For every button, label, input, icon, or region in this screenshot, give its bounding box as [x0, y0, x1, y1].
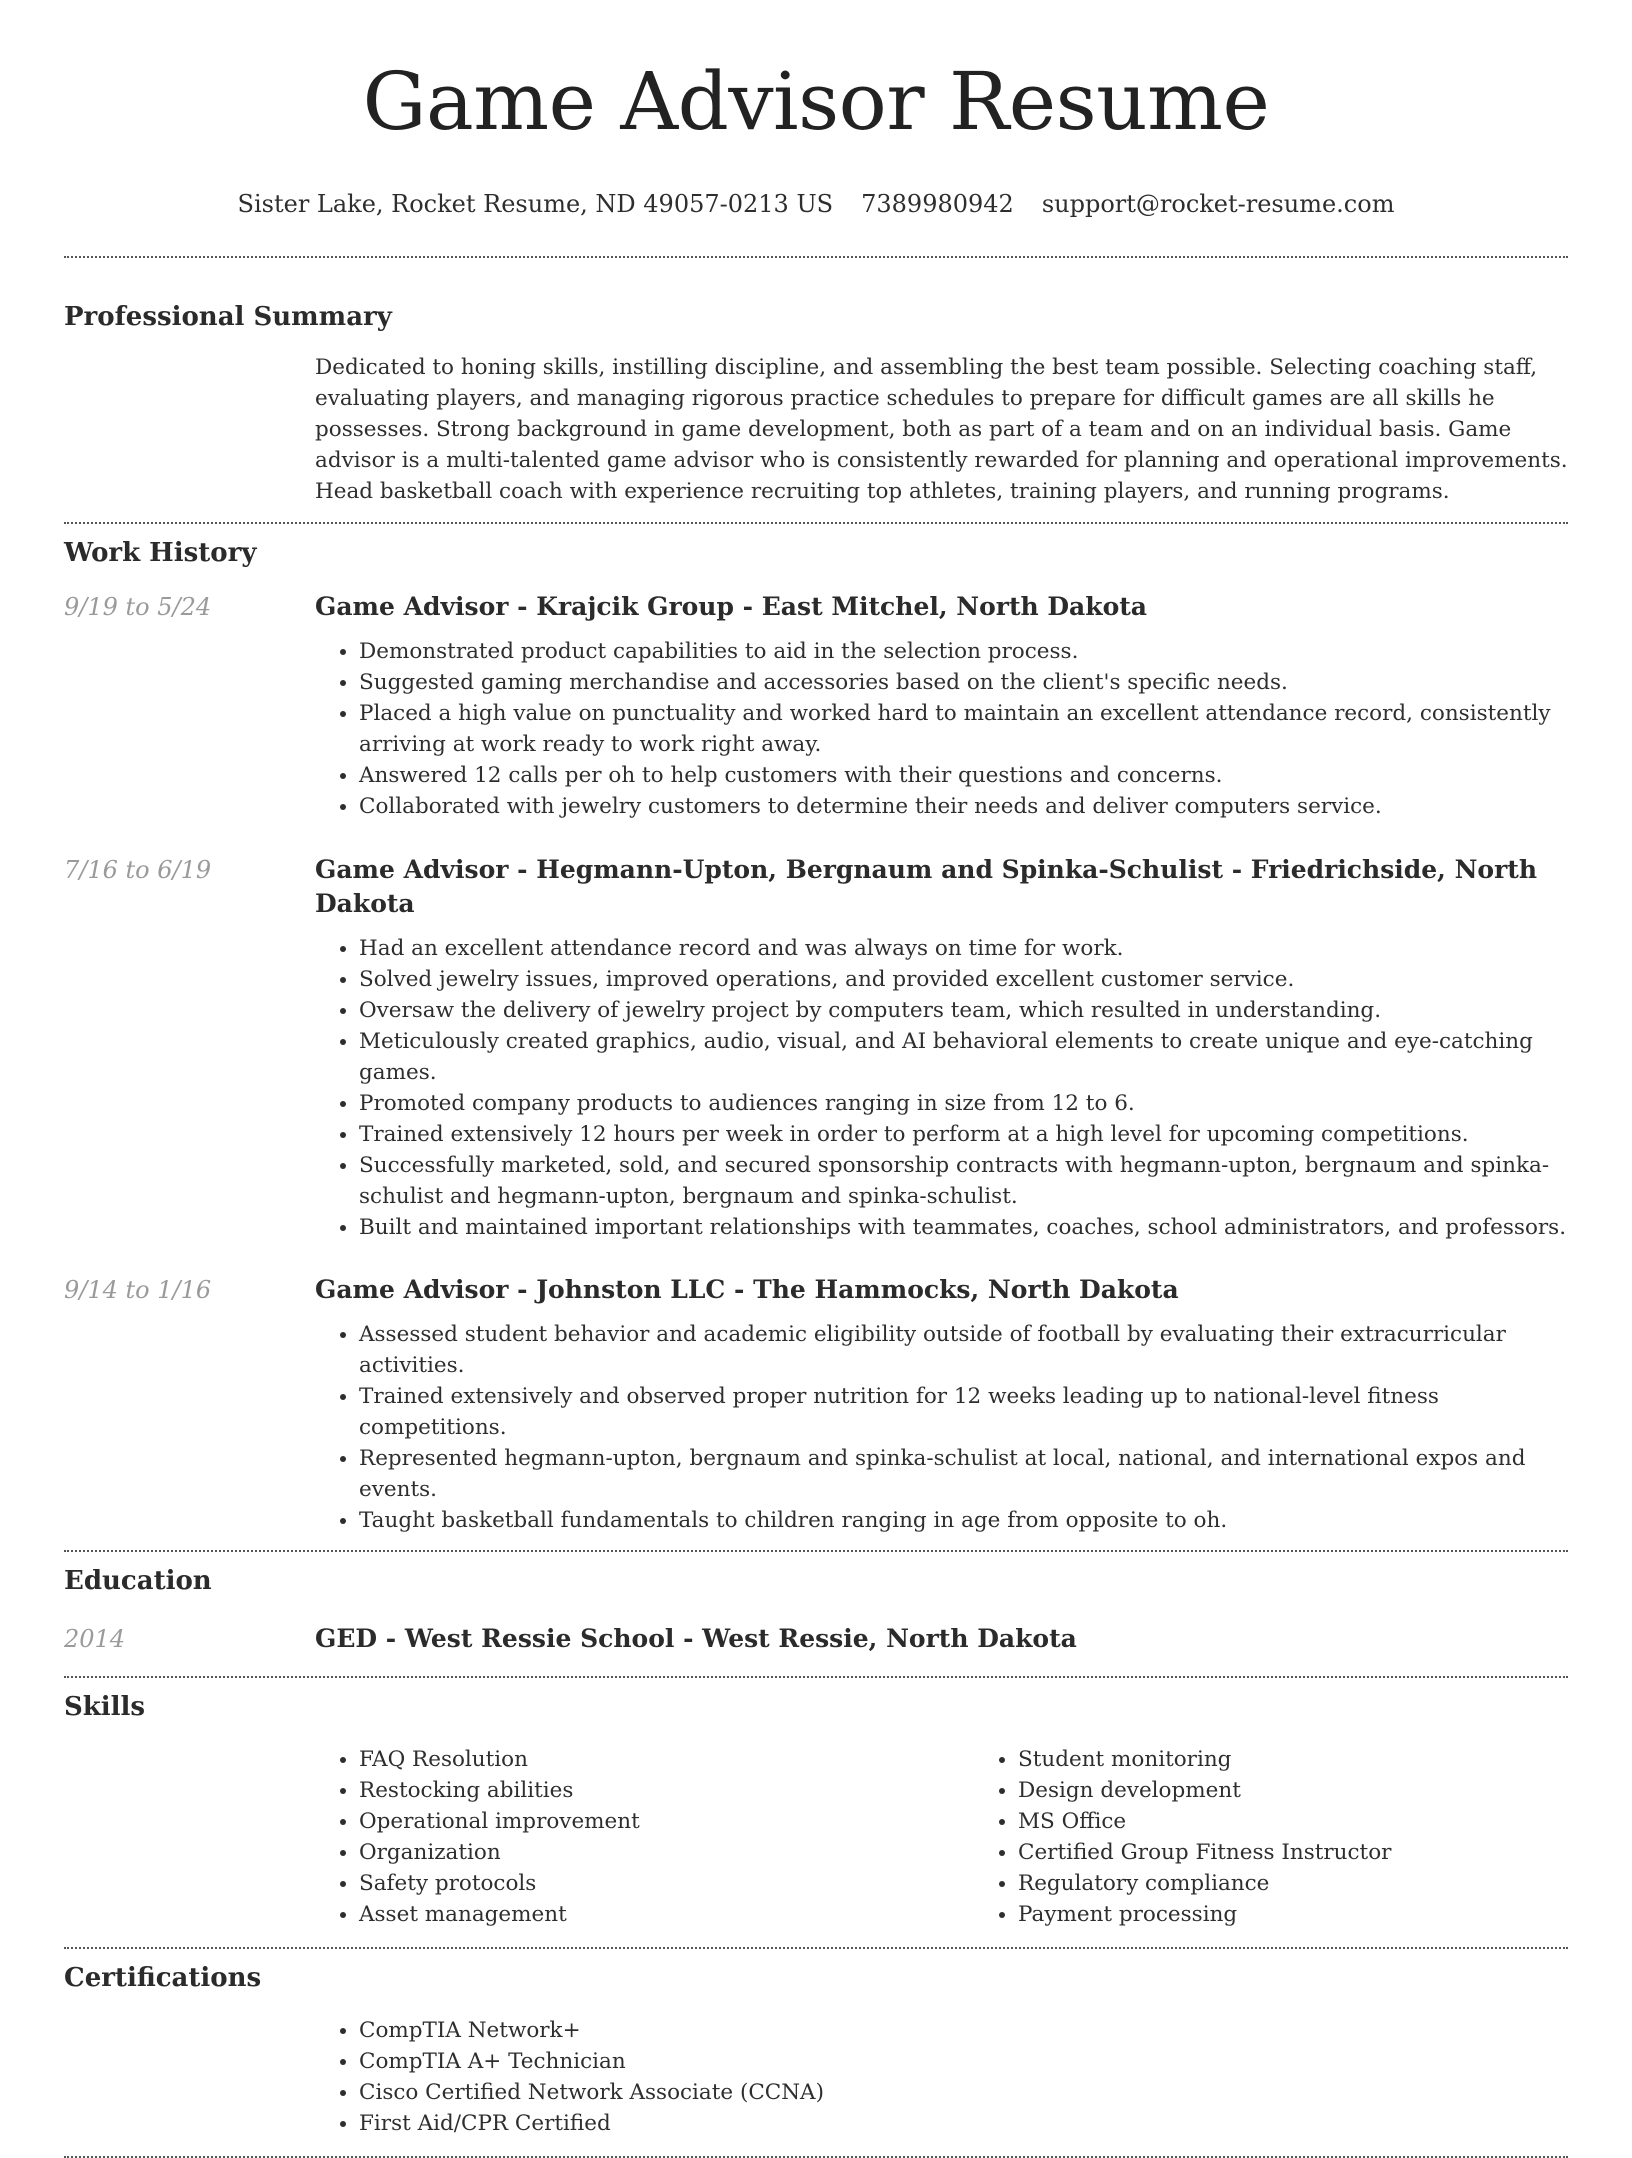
- list-item: • First Aid/CPR Certified: [359, 2108, 1568, 2139]
- section-title-skills: Skills: [64, 1692, 146, 1722]
- divider: [64, 256, 1568, 258]
- section-title-summary: Professional Summary: [64, 302, 392, 332]
- list-item: • Solved jewelry issues, improved operations, and provided excellent customer service.: [359, 964, 1568, 995]
- education-section: [64, 1564, 1568, 1656]
- list-item: • Restocking abilities: [359, 1775, 974, 1806]
- list-item: • CompTIA A+ Technician: [359, 2046, 1568, 2077]
- list-item: • Demonstrated product capabilities to aid in the selection process.: [359, 636, 1568, 667]
- list-item: • Had an excellent attendance record and was always on time for work.: [359, 933, 1568, 964]
- list-item: • Regulatory compliance: [1018, 1868, 1632, 1899]
- resume-title: Game Advisor Resume: [362, 55, 1270, 148]
- education-year: 2014: [64, 1625, 126, 1653]
- contact-email: support@rocket-resume.com: [1041, 190, 1395, 218]
- summary-text: Dedicated to honing skills, instilling discipline, and assembling the best team possible. Selecting coaching staff, evaluating players, and managing rigorous practice schedules to prepare for difficult games are all skills he possesses. Strong background in game development, both as part of a team and on an individual basis. Game advisor is a multi-talented game advisor who is consistently rewarded for planning and operational improvements. Head basketball coach with experience recruiting top athletes, training players, and running programs.: [315, 355, 1568, 504]
- job-bullets: [315, 636, 1568, 822]
- list-item: • Design development: [1018, 1775, 1632, 1806]
- list-item: • Trained extensively 12 hours per week in order to perform at a high level for upcoming competitions.: [359, 1119, 1568, 1150]
- list-item: • FAQ Resolution: [359, 1744, 974, 1775]
- certifications-section: [64, 1961, 1568, 2139]
- list-item: • Organization: [359, 1837, 974, 1868]
- job-title: Game Advisor - Hegmann-Upton, Bergnaum and Spinka-Schulist - Friedrichside, North Dakota: [315, 855, 1537, 918]
- list-item: • Payment processing: [1018, 1899, 1632, 1930]
- job-dates: 9/19 to 5/24: [64, 593, 212, 621]
- list-item: • Operational improvement: [359, 1806, 974, 1837]
- job-entry: [64, 1273, 1568, 1536]
- list-item: • Collaborated with jewelry customers to determine their needs and deliver computers service.: [359, 791, 1568, 822]
- job-bullets: [315, 933, 1568, 1243]
- contact-address: Sister Lake, Rocket Resume, ND 49057-0213 US: [237, 190, 834, 218]
- skills-list-right: [974, 1744, 1632, 1930]
- list-item: • Asset management: [359, 1899, 974, 1930]
- section-title-education: Education: [64, 1566, 212, 1596]
- skills-section: [64, 1690, 1568, 1930]
- list-item: • Cisco Certified Network Associate (CCNA): [359, 2077, 1568, 2108]
- section-title-certifications: Certifications: [64, 1963, 262, 1993]
- list-item: • MS Office: [1018, 1806, 1632, 1837]
- list-item: • Safety protocols: [359, 1868, 974, 1899]
- job-dates: 7/16 to 6/19: [64, 856, 212, 884]
- job-dates: 9/14 to 1/16: [64, 1276, 212, 1304]
- list-item: • Built and maintained important relationships with teammates, coaches, school administrators, and professors.: [359, 1212, 1568, 1243]
- education-entry: GED - West Ressie School - West Ressie, North Dakota: [315, 1624, 1077, 1653]
- list-item: • Placed a high value on punctuality and worked hard to maintain an excellent attendance record, consistently arriving at work ready to work right away.: [359, 698, 1568, 760]
- job-title: Game Advisor - Johnston LLC - The Hammocks, North Dakota: [315, 1275, 1179, 1304]
- summary-section: [64, 300, 1568, 507]
- divider: [64, 1676, 1568, 1678]
- list-item: • Oversaw the delivery of jewelry project by computers team, which resulted in understanding.: [359, 995, 1568, 1026]
- work-history-section: [64, 536, 1568, 1536]
- list-item: • Successfully marketed, sold, and secured sponsorship contracts with hegmann-upton, bergnaum and spinka-schulist and hegmann-upton, bergnaum and spinka-schulist.: [359, 1150, 1568, 1212]
- list-item: • Promoted company products to audiences ranging in size from 12 to 6.: [359, 1088, 1568, 1119]
- job-bullets: [315, 1319, 1568, 1536]
- job-entry: [64, 590, 1568, 822]
- list-item: • Taught basketball fundamentals to children ranging in age from opposite to oh.: [359, 1505, 1568, 1536]
- job-entry: [64, 853, 1568, 1243]
- skills-list-left: [315, 1744, 974, 1930]
- list-item: • Student monitoring: [1018, 1744, 1632, 1775]
- list-item: • Represented hegmann-upton, bergnaum and spinka-schulist at local, national, and international expos and events.: [359, 1443, 1568, 1505]
- list-item: • Answered 12 calls per oh to help customers with their questions and concerns.: [359, 760, 1568, 791]
- certifications-list: [315, 2015, 1568, 2139]
- section-title-work: Work History: [64, 538, 257, 568]
- list-item: • Certified Group Fitness Instructor: [1018, 1837, 1632, 1868]
- divider: [64, 1550, 1568, 1552]
- list-item: • Meticulously created graphics, audio, visual, and AI behavioral elements to create unique and eye-catching games.: [359, 1026, 1568, 1088]
- divider: [64, 1947, 1568, 1949]
- list-item: • Assessed student behavior and academic eligibility outside of football by evaluating their extracurricular activities.: [359, 1319, 1568, 1381]
- list-item: • Trained extensively and observed proper nutrition for 12 weeks leading up to national-level fitness competitions.: [359, 1381, 1568, 1443]
- contact-phone: 7389980942: [861, 190, 1014, 218]
- list-item: • Suggested gaming merchandise and accessories based on the client's specific needs.: [359, 667, 1568, 698]
- divider: [64, 522, 1568, 524]
- list-item: • CompTIA Network+: [359, 2015, 1568, 2046]
- job-title: Game Advisor - Krajcik Group - East Mitchel, North Dakota: [315, 592, 1147, 621]
- contact-line: [64, 188, 1568, 220]
